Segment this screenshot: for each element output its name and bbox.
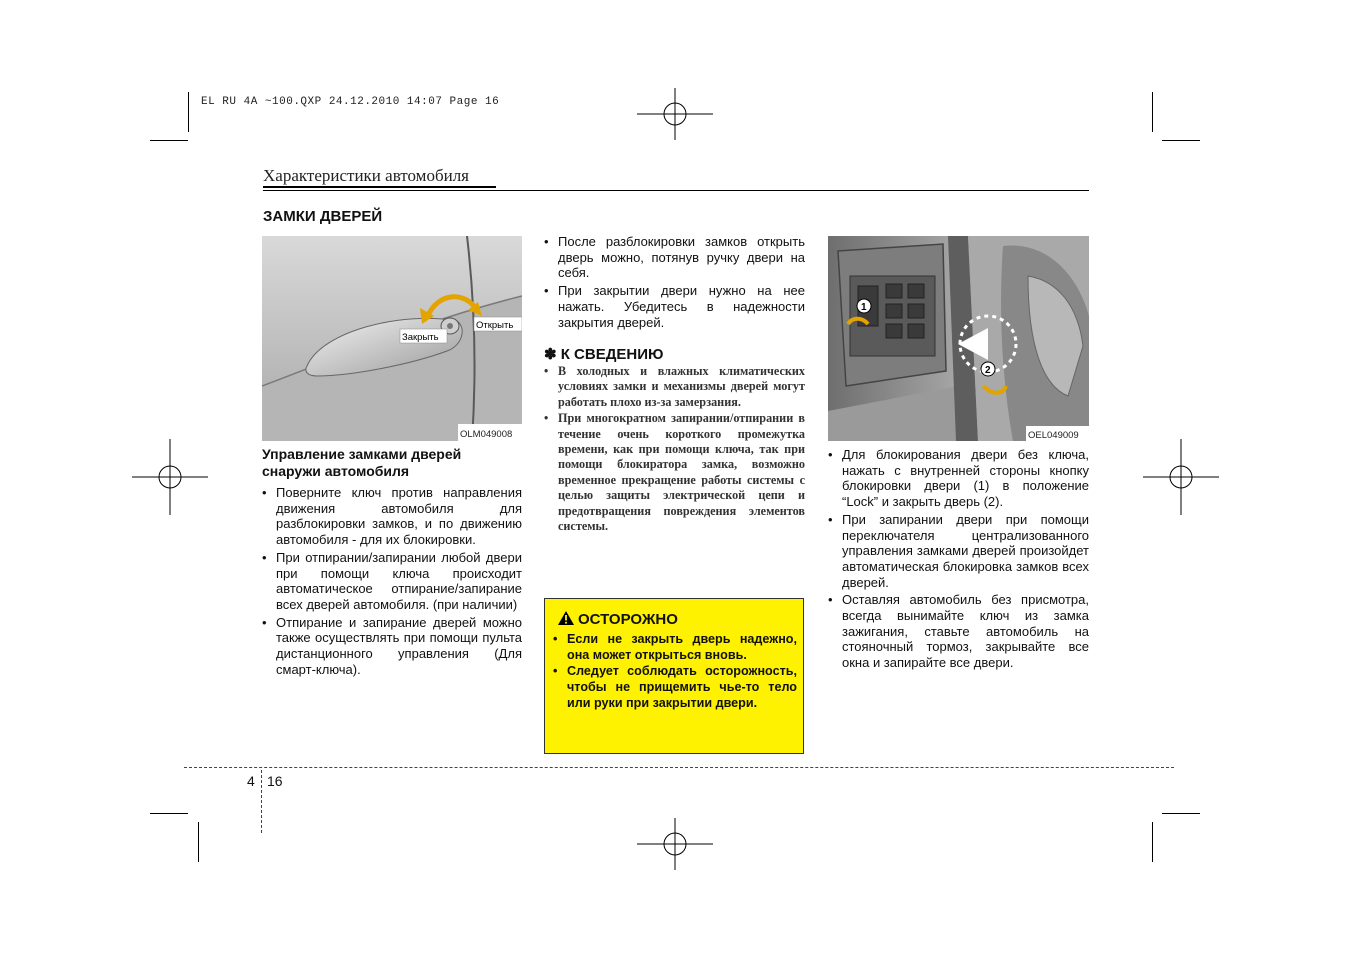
figure-code: OEL049009	[1028, 430, 1079, 441]
col1-bullet-list	[262, 485, 522, 679]
list-item: • Оставляя автомобиль без присмотра, всегда вынимайте ключ из замка зажигания, ставьте автомобиль на стояночный тормоз, закрывайте все окна и запирайте все двери.	[828, 592, 1089, 671]
note-title: ✽ К СВЕДЕНИЮ	[544, 346, 664, 363]
warning-list	[553, 631, 797, 711]
registration-mark-top	[637, 76, 713, 152]
label-open: Открыть	[476, 320, 514, 331]
footer-divider	[261, 770, 262, 833]
chapter-title: Характеристики автомобиля	[263, 166, 469, 185]
door-handle-illustration	[262, 236, 522, 441]
marker-2: 2	[985, 365, 991, 376]
label-close: Закрыть	[402, 332, 439, 343]
header-rule	[263, 190, 1089, 191]
warning-triangle-icon	[558, 611, 574, 625]
list-item: • При отпирании/запирании любой двери при помощи ключа происходит автоматическое отпирание/запирание всех дверей автомобиля. (при наличии)	[262, 550, 522, 613]
marker-1: 1	[861, 302, 867, 313]
subsection-heading: Управление замками дверей снаружи автомобиля	[262, 446, 462, 479]
list-item: • Отпирание и запирание дверей можно также осуществлять при помощи пульта дистанционного управления (Для смарт-ключа).	[262, 615, 522, 678]
list-item: • Поверните ключ против направления движения автомобиля для разблокировки замков, и по движению автомобиля - для их блокировки.	[262, 485, 522, 548]
note-item: • При многократном запирании/отпирании в течение очень короткого промежутка времени, как при помощи ключа, так при помощи блокиратора замка, возможно временное прекращение работы системы с целью защиты электрической цепи и предотвращения повреждения элементов системы.	[544, 411, 805, 534]
figure-door-handle	[262, 236, 522, 441]
figure-code: OLM049008	[460, 429, 513, 440]
list-item: • При запирании двери при помощи переключателя централизованного управления замками дверей произойдет автоматическая блокировка замков всех дверей.	[828, 512, 1089, 591]
section-title: ЗАМКИ ДВЕРЕЙ	[263, 208, 383, 225]
header-rule-accent	[263, 186, 496, 188]
list-item: • После разблокировки замков открыть дверь можно, потянув ручку двери на себя.	[544, 234, 805, 281]
warning-item: • Следует соблюдать осторожность, чтобы не прищемить чье-то тело или руки при закрытии двери.	[553, 663, 797, 711]
registration-mark-left	[132, 439, 208, 515]
warning-heading	[558, 611, 678, 628]
chapter-number: 4	[247, 773, 255, 789]
warning-title: ОСТОРОЖНО	[578, 611, 678, 628]
door-lock-illustration	[828, 236, 1089, 441]
registration-mark-right	[1143, 439, 1219, 515]
registration-mark-bottom	[637, 806, 713, 882]
figure-door-lock-button	[828, 236, 1089, 441]
col2-bullet-list	[544, 234, 805, 332]
list-item: • При закрытии двери нужно на нее нажать. Убедитесь в надежности закрытия дверей.	[544, 283, 805, 330]
print-slug: EL RU 4A ~100.QXP 24.12.2010 14:07 Page 16	[201, 96, 500, 108]
col3-bullet-list	[828, 447, 1089, 673]
warning-box	[544, 598, 804, 754]
list-item: • Для блокирования двери без ключа, нажать с внутренней стороны кнопку блокировки двери (1) в положение “Lock” и закрыть дверь (2).	[828, 447, 1089, 510]
warning-item: • Если не закрыть дверь надежно, она может открыться вновь.	[553, 631, 797, 663]
page-number: 16	[267, 773, 283, 789]
note-list	[544, 364, 805, 535]
footer-rule	[184, 767, 1174, 768]
note-item: • В холодных и влажных климатических условиях замки и механизмы дверей могут работать плохо из-за замерзания.	[544, 364, 805, 410]
